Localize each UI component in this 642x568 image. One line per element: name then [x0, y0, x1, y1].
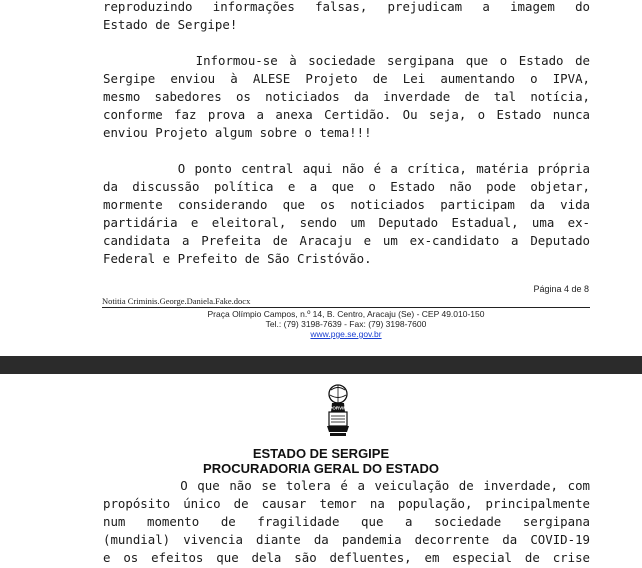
- text-line: da discussão política e a que o Estado não pode objetar,: [103, 179, 590, 194]
- text-line: propósito único de causar temor na população, principalmente: [103, 496, 590, 511]
- text-line: O ponto central aqui não é a crítica, matéria própria: [103, 161, 590, 176]
- page-separator: [0, 356, 642, 374]
- emblem-motto: PORVIR: [329, 405, 347, 411]
- text-line: partidária e eleitoral, sendo um Deputado Estadual, uma ex-: [103, 215, 590, 230]
- text-line: Estado de Sergipe!: [103, 17, 238, 32]
- text-line: num momento de fragilidade que a sociedade sergipana: [103, 514, 590, 529]
- text-line: Sergipe enviou à ALESE Projeto de Lei aumentando o IPVA,: [103, 71, 590, 86]
- header-state-name: ESTADO DE SERGIPE: [252, 446, 390, 461]
- footer-address-block: [102, 309, 590, 339]
- document-page-5: [0, 374, 642, 568]
- text-line: mormente considerando que os noticiados participam da vida: [103, 197, 590, 212]
- text-line: (mundial) vivencia diante da pandemia decorrente da COVID-19: [103, 532, 590, 547]
- text-line: candidata a Prefeita de Aracaju e um ex-candidato a Deputado: [103, 233, 590, 248]
- header-agency-name: PROCURADORIA GERAL DO ESTADO: [203, 461, 439, 476]
- footer-address: Praça Olímpio Campos, n.º 14, B. Centro, Aracaju (Se) - CEP 49.010-150: [207, 309, 485, 319]
- footer-phone: Tel.: (79) 3198-7639 - Fax: (79) 3198-7600: [265, 319, 427, 329]
- text-line: Informou-se à sociedade sergipana que o Estado de: [103, 53, 590, 68]
- text-line: enviou Projeto algum sobre o tema!!!: [103, 125, 372, 140]
- text-line: e os efeitos que dela são defluentes, em especial de crise: [103, 550, 590, 565]
- text-line: reproduzindo informações falsas, prejudicam a imagem do: [103, 0, 590, 14]
- state-coat-of-arms-icon: [325, 382, 351, 440]
- text-line: conforme faz prova a anexa Certidão. Ou seja, o Estado nunca: [103, 107, 590, 122]
- text-line: Federal e Prefeito de São Cristóvão.: [103, 251, 372, 266]
- footer-website-link[interactable]: www.pge.se.gov.br: [310, 329, 382, 339]
- text-line: O que não se tolera é a veiculação de inverdade, com: [103, 478, 590, 493]
- text-line: mesmo sabedores os noticiados da inverdade de tal notícia,: [103, 89, 590, 104]
- footer-divider: [102, 307, 590, 308]
- footer-filename: Notitia Criminis.George.Daniela.Fake.docx: [102, 296, 251, 306]
- page-number: Página 4 de 8: [533, 284, 589, 294]
